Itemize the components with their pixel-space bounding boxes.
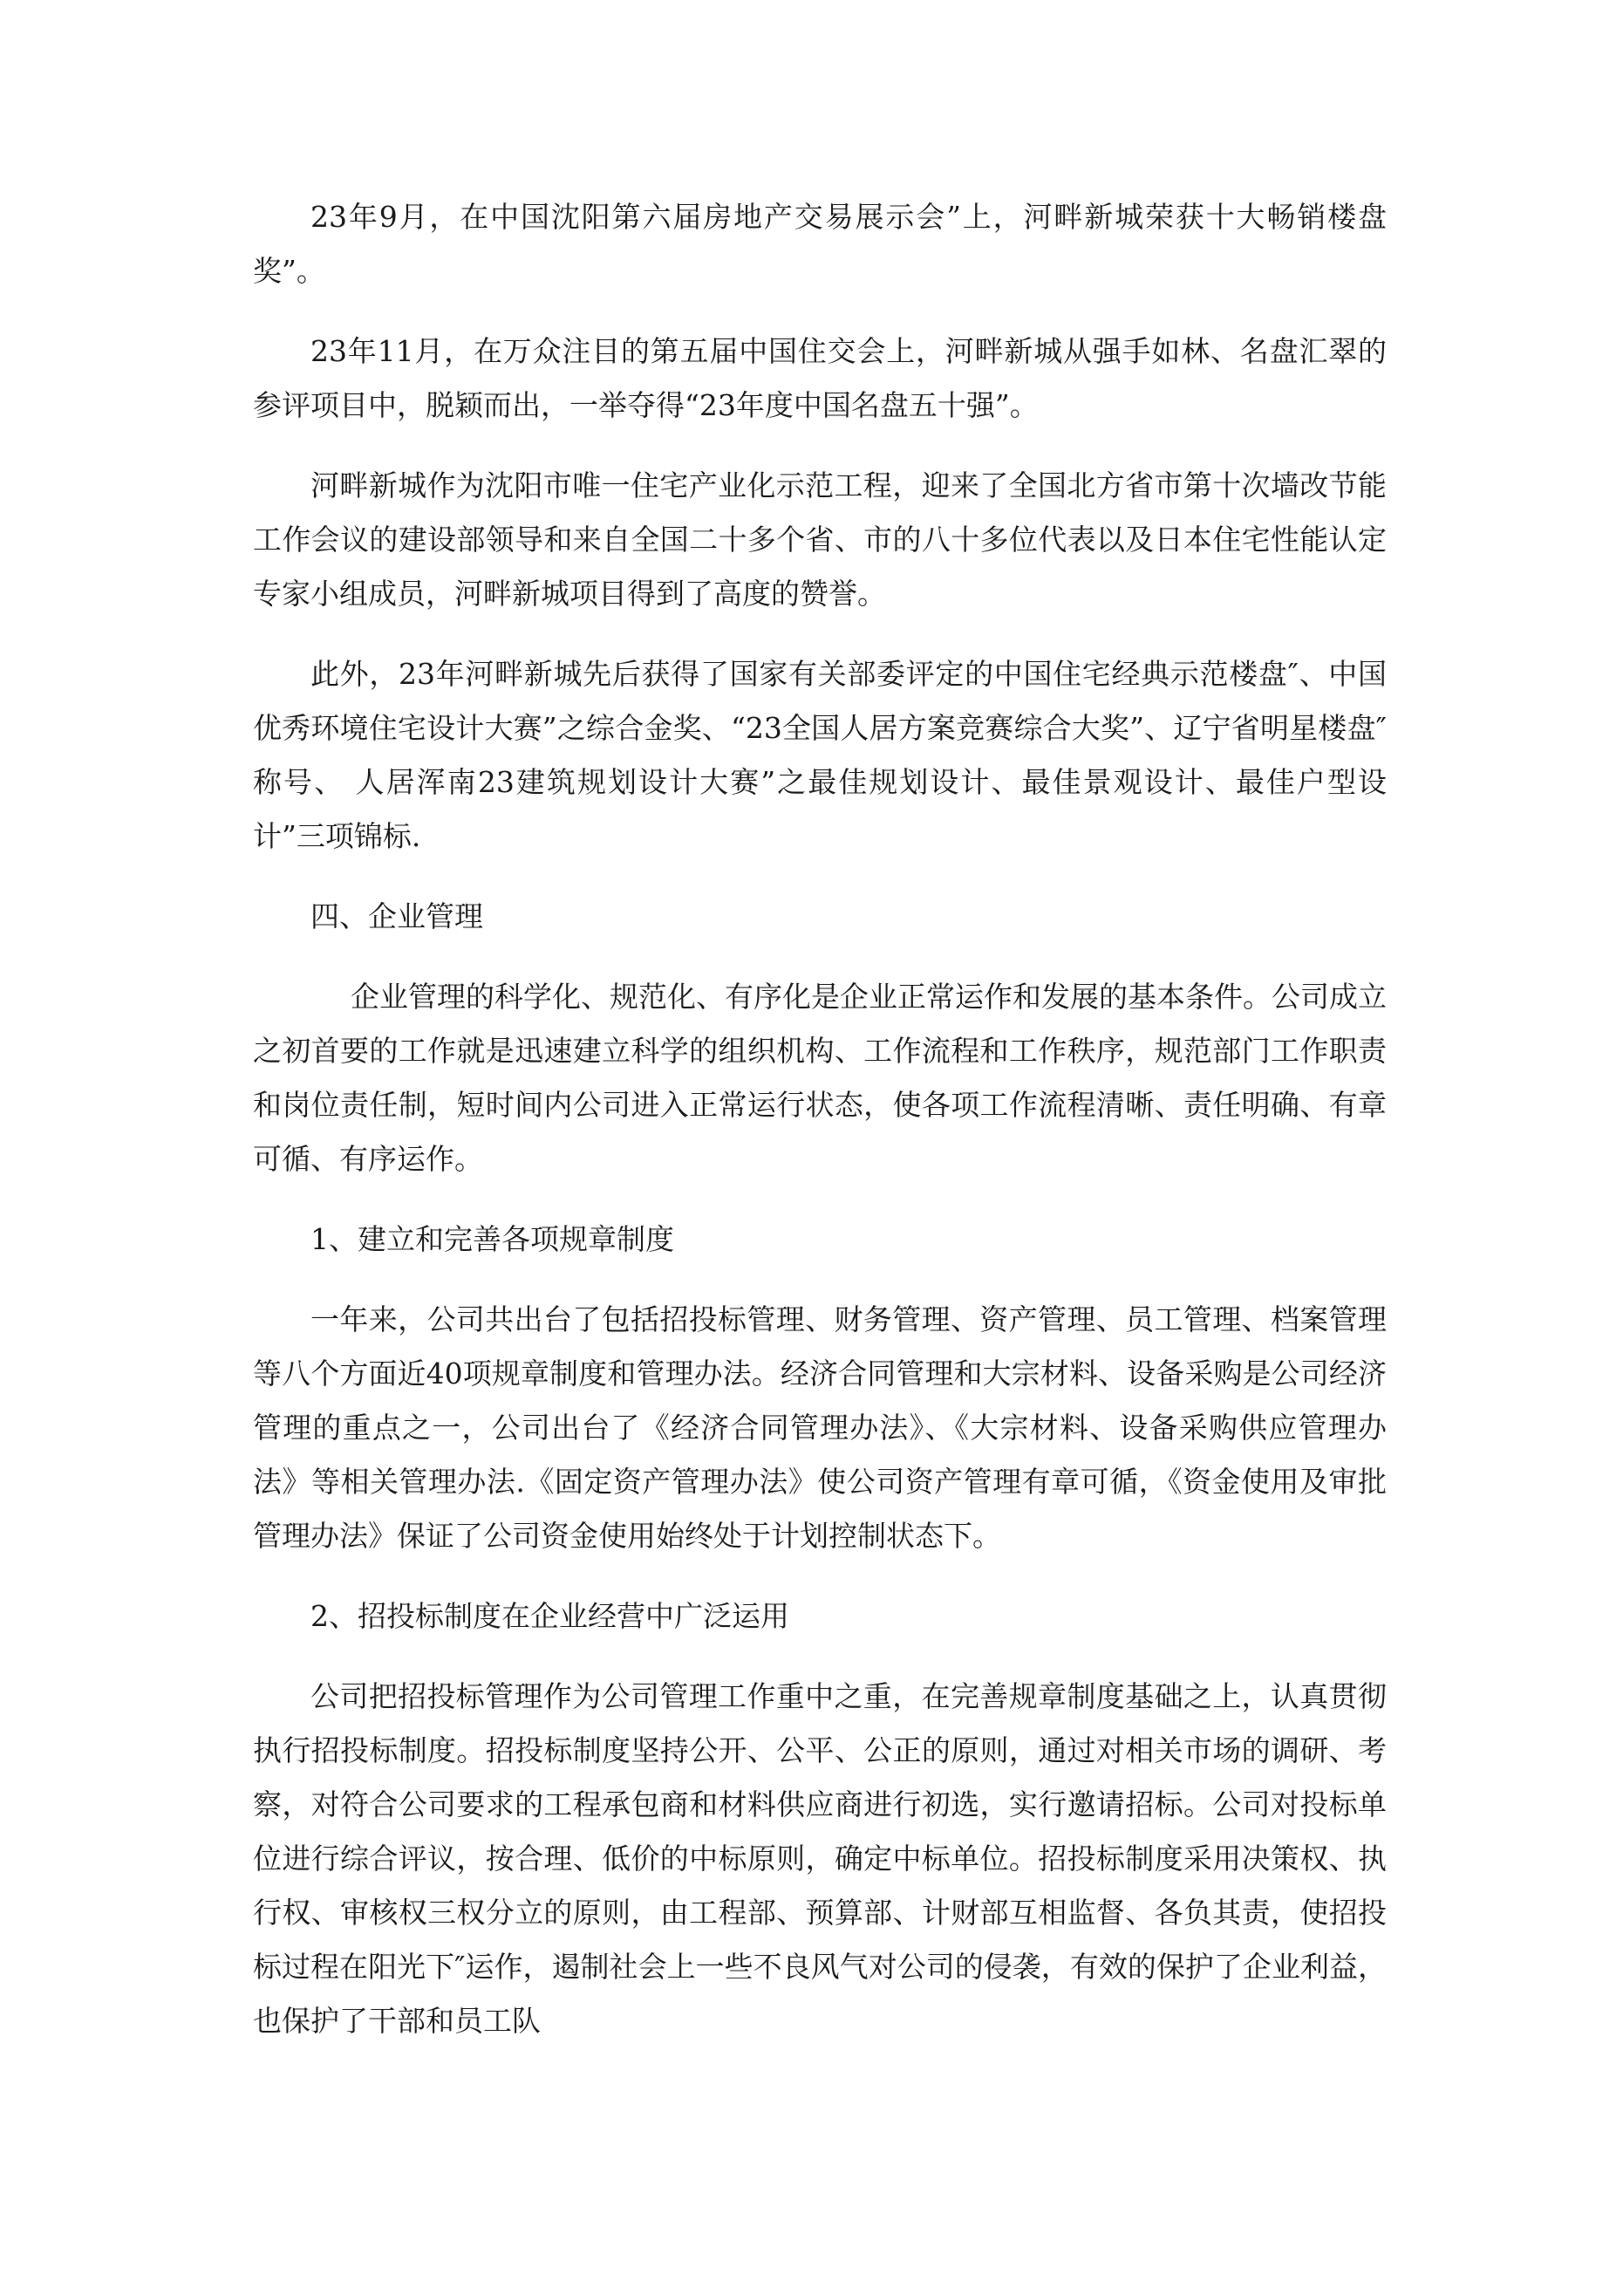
paragraph-demonstration-project: 河畔新城作为沈阳市唯一住宅产业化示范工程，迎来了全国北方省市第十次墙改节能工作会议的建设部领导和来自全国二十多个省、市的八十多位代表以及日本住宅性能认定专家小组成员，河畔新城项目得到了高度的赞誉。 xyxy=(253,468,1387,611)
paragraph-bidding: 公司把招投标管理作为公司管理工作重中之重，在完善规章制度基础之上，认真贯彻执行招投标制度。招投标制度坚持公开、公平、公正的原则，通过对相关市场的调研、考察，对符合公司要求的工程承包商和材料供应商进行初选，实行邀请招标。公司对投标单位进行综合评议，按合理、低价的中标原则，确定中标单位。招投标制度采用决策权、执行权、审核权三权分立的原则，由工程部、预算部、计财部互相监督、各负其责，使招投标过程在阳光下″运作，遏制社会上一些不良风气对公司的侵袭，有效的保护了企业利益，也保护了干部和员工队 xyxy=(253,1679,1387,2038)
paragraph-award-exhibition: 23年9月，在中国沈阳第六届房地产交易展示会”上，河畔新城荣获十大畅销楼盘奖”。 xyxy=(253,200,1387,288)
paragraph-award-top50: 23年11月，在万众注目的第五届中国住交会上，河畔新城从强手如林、名盘汇翠的参评项目中，脱颖而出，一举夺得“23年度中国名盘五十强”。 xyxy=(253,334,1387,422)
section-heading-management: 四、企业管理 xyxy=(310,899,483,933)
subheading-bidding: 2、招投标制度在企业经营中广泛运用 xyxy=(310,1599,789,1633)
subheading-regulations: 1、建立和完善各项规章制度 xyxy=(310,1222,674,1256)
paragraph-regulations: 一年来，公司共出台了包括招投标管理、财务管理、资产管理、员工管理、档案管理等八个方面近40项规章制度和管理办法。经济合同管理和大宗材料、设备采购是公司经济管理的重点之一，公司出台了《经济合同管理办法》、《大宗材料、设备采购供应管理办法》等相关管理办法.《固定资产管理办法》使公司资产管理有章可循，《资金使用及审批管理办法》保证了公司资金使用始终处于计划控制状态下。 xyxy=(253,1302,1387,1553)
paragraph-management-intro: 企业管理的科学化、规范化、有序化是企业正常运作和发展的基本条件。公司成立之初首要的工作就是迅速建立科学的组织机构、工作流程和工作秩序，规范部门工作职责和岗位责任制，短时间内公司进入正常运行状态，使各项工作流程清晰、责任明确、有章可循、有序运作。 xyxy=(253,980,1387,1176)
document-body xyxy=(253,190,1387,2048)
paragraph-other-awards: 此外，23年河畔新城先后获得了国家有关部委评定的中国住宅经典示范楼盘″、中国优秀环境住宅设计大赛”之综合金奖、“23全国人居方案竞赛综合大奖”、辽宁省明星楼盘″称号、 人居浑南23建筑规划设计大赛”之最佳规划设计、最佳景观设计、最佳户型设计”三项锦标. xyxy=(253,657,1387,853)
